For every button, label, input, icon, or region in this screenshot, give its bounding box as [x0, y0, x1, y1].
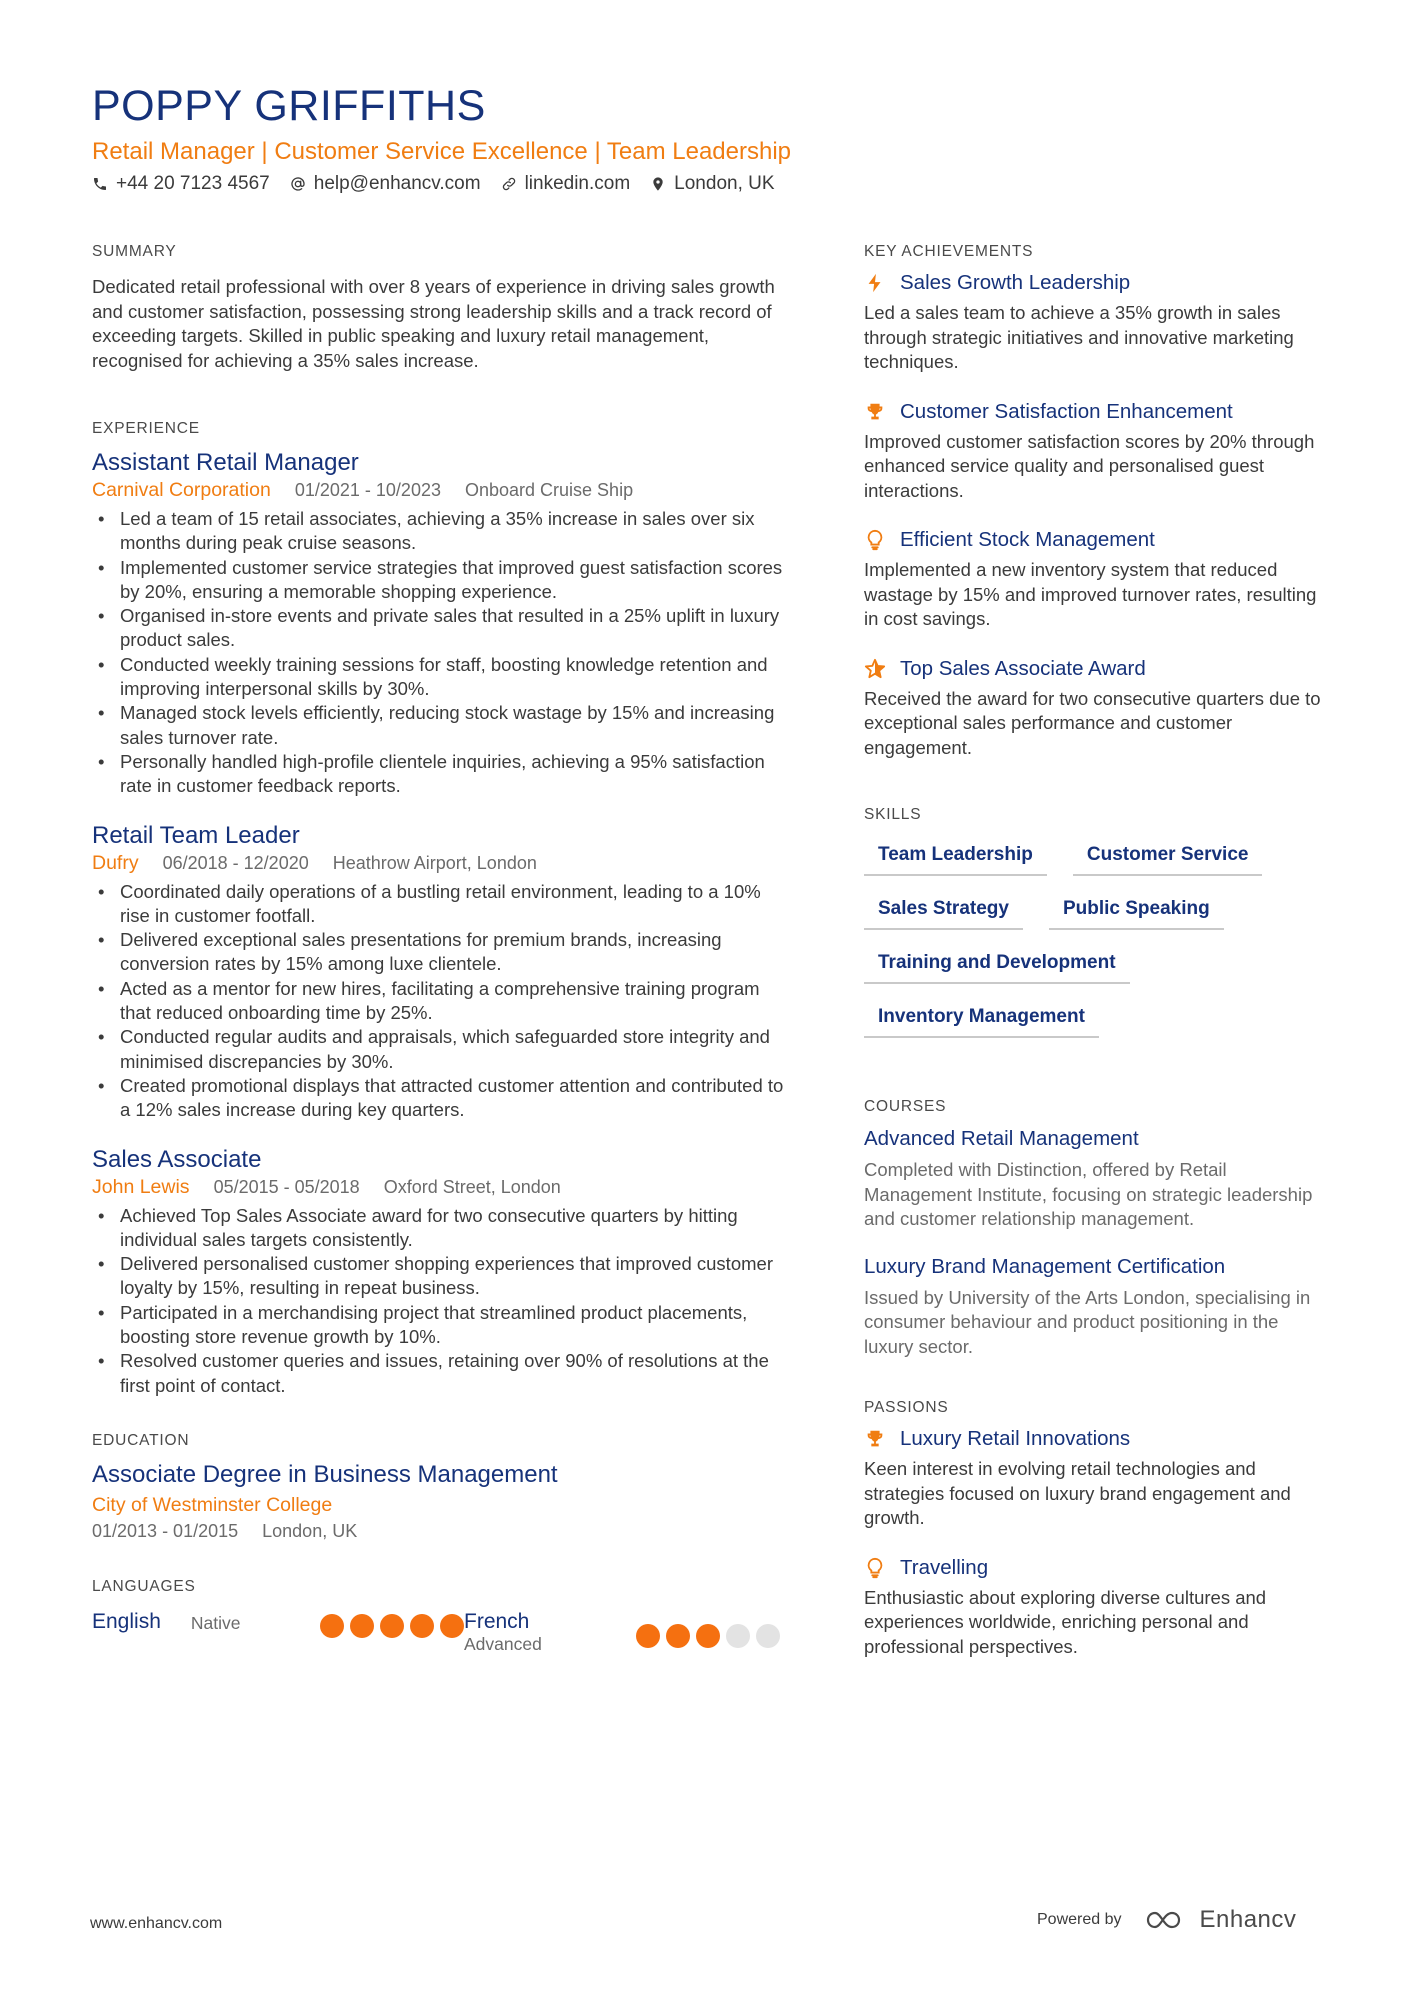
job-bullet: • Delivered exceptional sales presentations for premium brands, increasing conversion rates by 15% among luxe clientele.: [92, 928, 792, 977]
job-bullet: • Conducted regular audits and appraisals, which safeguarded store integrity and minimised discrepancies by 30%.: [92, 1025, 792, 1074]
location-pin-icon: [650, 176, 666, 192]
bolt-icon: [864, 272, 886, 294]
education-dates: 01/2013 - 01/2015: [92, 1520, 239, 1541]
job-bullet: • Personally handled high-profile clientele inquiries, achieving a 95% satisfaction rate in customer feedback reports.: [92, 750, 792, 799]
link-icon: [501, 176, 517, 192]
summary-section: [92, 243, 792, 373]
achievement-desc: Received the award for two consecutive quarters due to exceptional sales performance and customer engagement.: [864, 687, 1321, 758]
job-meta: [92, 479, 792, 502]
achievement-header: [864, 400, 1324, 424]
achievement-title: Sales Growth Leadership: [900, 271, 1131, 294]
job-entry: [92, 821, 792, 1123]
job-title: Retail Team Leader: [92, 821, 300, 849]
enhancv-logo-icon: [1144, 1908, 1192, 1932]
job-bullet: • Organised in-store events and private sales that resulted in a 25% uplift in luxury product sales.: [92, 604, 792, 653]
passion-title: Luxury Retail Innovations: [900, 1427, 1131, 1450]
contact-location: [650, 173, 774, 195]
footer-website[interactable]: www.enhancv.com: [90, 1915, 223, 1932]
rating-dot-empty: [756, 1624, 780, 1648]
achievement-item: [864, 657, 1324, 761]
job-location: Oxford Street, London: [383, 1176, 561, 1197]
lightbulb-icon: [864, 529, 886, 551]
job-bullet: • Managed stock levels efficiently, reducing stock wastage by 15% and increasing sales turnover rate.: [92, 701, 792, 750]
course-desc: Issued by University of the Arts London, specialising in consumer behaviour and product positioning in the luxury sector.: [864, 1286, 1311, 1357]
job-company: John Lewis: [92, 1175, 190, 1198]
course-item: [864, 1254, 1324, 1360]
job-meta: [92, 852, 792, 875]
job-dates: 06/2018 - 12/2020: [162, 852, 309, 873]
achievement-title: Top Sales Associate Award: [900, 656, 1146, 680]
language-level: Native: [190, 1612, 241, 1633]
achievement-item: [864, 271, 1324, 375]
rating-dot-filled: [410, 1614, 434, 1638]
job-title: Sales Associate: [92, 1145, 262, 1173]
language-level: Advanced: [464, 1633, 542, 1654]
achievement-item: [864, 400, 1324, 504]
right-column: [864, 243, 1324, 1684]
skill-tag: Customer Service: [1073, 844, 1263, 876]
rating-dot-filled: [440, 1614, 464, 1638]
skills-list: [864, 844, 1324, 1038]
location-text: London, UK: [674, 173, 775, 194]
achievement-header: [864, 271, 1324, 295]
job-dates: 01/2021 - 10/2023: [294, 480, 441, 500]
education-meta: [92, 1521, 792, 1542]
passion-desc: Enthusiastic about exploring diverse cultures and experiences worldwide, enriching personal and professional perspectives.: [864, 1586, 1267, 1657]
passion-item: [864, 1427, 1324, 1531]
summary-text: Dedicated retail professional with over 8 years of experience in driving sales growth and customer satisfaction, possessing strong leadership skills and a track record of exceeding targets. Skilled in public speaking and luxury retail management, recognised for achieving a 35% sales increase.: [92, 276, 775, 371]
rating-dot-filled: [380, 1614, 404, 1638]
education-school: City of Westminster College: [92, 1493, 333, 1516]
language-name: English: [92, 1609, 161, 1633]
job-company: Carnival Corporation: [92, 479, 271, 501]
job-title: Assistant Retail Manager: [92, 449, 359, 476]
passion-header: [864, 1427, 1324, 1451]
rating-dot-filled: [320, 1614, 344, 1638]
achievement-desc: Led a sales team to achieve a 35% growth in sales through strategic initiatives and innovative marketing techniques.: [864, 302, 1294, 372]
job-location: Heathrow Airport, London: [332, 852, 537, 873]
left-column: [92, 243, 792, 1655]
contact-email[interactable]: [290, 173, 481, 195]
footer-branding: [1037, 1906, 1296, 1934]
candidate-name: POPPY GRIFFITHS: [92, 82, 486, 130]
education-section: [92, 1432, 792, 1542]
tagline: Retail Manager | Customer Service Excellence | Team Leadership: [92, 138, 792, 165]
brand-logo[interactable]: [1144, 1906, 1297, 1934]
skill-tag: Team Leadership: [864, 844, 1047, 876]
job-bullets: [92, 507, 792, 799]
passions-section: [864, 1399, 1324, 1659]
job-bullet: • Conducted weekly training sessions for staff, boosting knowledge retention and improving interpersonal skills by 30%.: [92, 653, 792, 702]
rating-dot-empty: [726, 1624, 750, 1648]
language-rating: [636, 1624, 780, 1648]
job-bullet: • Resolved customer queries and issues, retaining over 90% of resolutions at the first point of contact.: [92, 1349, 792, 1398]
email-text: help@enhancv.com: [313, 173, 481, 194]
job-bullet: • Coordinated daily operations of a bustling retail environment, leading to a 10% rise in customer footfall.: [92, 880, 792, 929]
job-dates: 05/2015 - 05/2018: [213, 1176, 360, 1197]
skill-tag: Sales Strategy: [864, 898, 1023, 930]
course-title: Advanced Retail Management: [864, 1127, 1139, 1150]
job-bullet: • Participated in a merchandising project that streamlined product placements, boosting store revenue growth by 10%.: [92, 1301, 792, 1350]
achievements-heading: KEY ACHIEVEMENTS: [864, 243, 1034, 260]
experience-section: [92, 420, 792, 1398]
language-name: French: [464, 1609, 530, 1633]
job-bullet: • Delivered personalised customer shopping experiences that improved customer loyalty by 15%, resulting in repeat business.: [92, 1252, 792, 1301]
course-title: Luxury Brand Management Certification: [864, 1254, 1226, 1278]
experience-heading: EXPERIENCE: [92, 420, 200, 437]
star-icon: [864, 658, 886, 680]
skills-section: [864, 806, 1324, 1038]
rating-dot-filled: [350, 1614, 374, 1638]
job-bullet: • Led a team of 15 retail associates, achieving a 35% increase in sales over six months during peak cruise seasons.: [92, 507, 792, 556]
contact-linkedin[interactable]: [501, 173, 631, 195]
languages-section: [92, 1578, 792, 1655]
skills-heading: SKILLS: [864, 806, 922, 823]
skill-tag: Training and Development: [864, 952, 1130, 984]
job-location: Onboard Cruise Ship: [464, 480, 634, 500]
linkedin-text: linkedin.com: [524, 173, 631, 194]
rating-dot-filled: [666, 1624, 690, 1648]
achievement-desc: Improved customer satisfaction scores by 20% through enhanced service quality and personalised guest interactions.: [864, 430, 1315, 501]
job-bullet: • Acted as a mentor for new hires, facilitating a comprehensive training program that reduced onboarding time by 25%.: [92, 977, 792, 1026]
achievement-title: Efficient Stock Management: [900, 528, 1155, 551]
education-degree: Associate Degree in Business Management: [92, 1460, 558, 1488]
summary-heading: SUMMARY: [92, 243, 177, 260]
passion-desc: Keen interest in evolving retail technologies and strategies focused on luxury brand engagement and growth.: [864, 1458, 1291, 1528]
job-meta: [92, 1176, 792, 1199]
language-rating: [320, 1614, 464, 1638]
language-item: [464, 1610, 780, 1655]
skill-tag: Inventory Management: [864, 1006, 1099, 1038]
passion-header: [864, 1556, 1324, 1580]
brand-name: Enhancv: [1199, 1906, 1297, 1933]
lightbulb-icon: [864, 1557, 886, 1579]
passion-title: Travelling: [900, 1555, 989, 1579]
passions-heading: PASSIONS: [864, 1399, 949, 1416]
languages-heading: LANGUAGES: [92, 1577, 196, 1595]
passion-item: [864, 1556, 1324, 1660]
language-item: [92, 1610, 464, 1655]
trophy-icon: [864, 1428, 886, 1450]
languages-list: [92, 1610, 792, 1655]
course-item: [864, 1126, 1324, 1232]
contact-phone[interactable]: [92, 173, 270, 195]
phone-icon: [92, 176, 108, 192]
education-location: London, UK: [262, 1520, 358, 1541]
at-icon: [290, 176, 306, 192]
achievement-header: [864, 528, 1324, 552]
job-bullet: • Created promotional displays that attracted customer attention and contributed to a 12% sales increase during key quarters.: [92, 1074, 792, 1123]
job-company: Dufry: [92, 851, 139, 874]
job-entry: [92, 1145, 792, 1398]
courses-section: [864, 1098, 1324, 1359]
contact-bar: [92, 173, 775, 195]
language-text-group: [464, 1610, 542, 1655]
course-desc: Completed with Distinction, offered by Retail Management Institute, focusing on strategic leadership and customer relationship management.: [864, 1159, 1313, 1229]
powered-by-label: Powered by: [1037, 1911, 1122, 1928]
rating-dot-filled: [636, 1624, 660, 1648]
skill-tag: Public Speaking: [1049, 898, 1224, 930]
education-heading: EDUCATION: [92, 1431, 190, 1449]
phone-text: +44 20 7123 4567: [116, 173, 270, 194]
rating-dot-filled: [696, 1624, 720, 1648]
job-bullet: • Achieved Top Sales Associate award for two consecutive quarters by hitting individual sales targets consistently.: [92, 1204, 792, 1253]
achievement-desc: Implemented a new inventory system that reduced wastage by 15% and improved turnover rates, resulting in cost savings.: [864, 559, 1317, 629]
job-bullets: [92, 1204, 792, 1398]
achievement-title: Customer Satisfaction Enhancement: [900, 399, 1233, 423]
courses-heading: COURSES: [864, 1098, 947, 1115]
achievement-item: [864, 528, 1324, 632]
job-bullet: • Implemented customer service strategies that improved guest satisfaction scores by 20%, ensuring a memorable shopping experience.: [92, 556, 792, 605]
trophy-icon: [864, 401, 886, 423]
job-entry: [92, 448, 792, 799]
job-bullets: [92, 880, 792, 1123]
achievements-section: [864, 243, 1324, 760]
achievement-header: [864, 657, 1324, 681]
